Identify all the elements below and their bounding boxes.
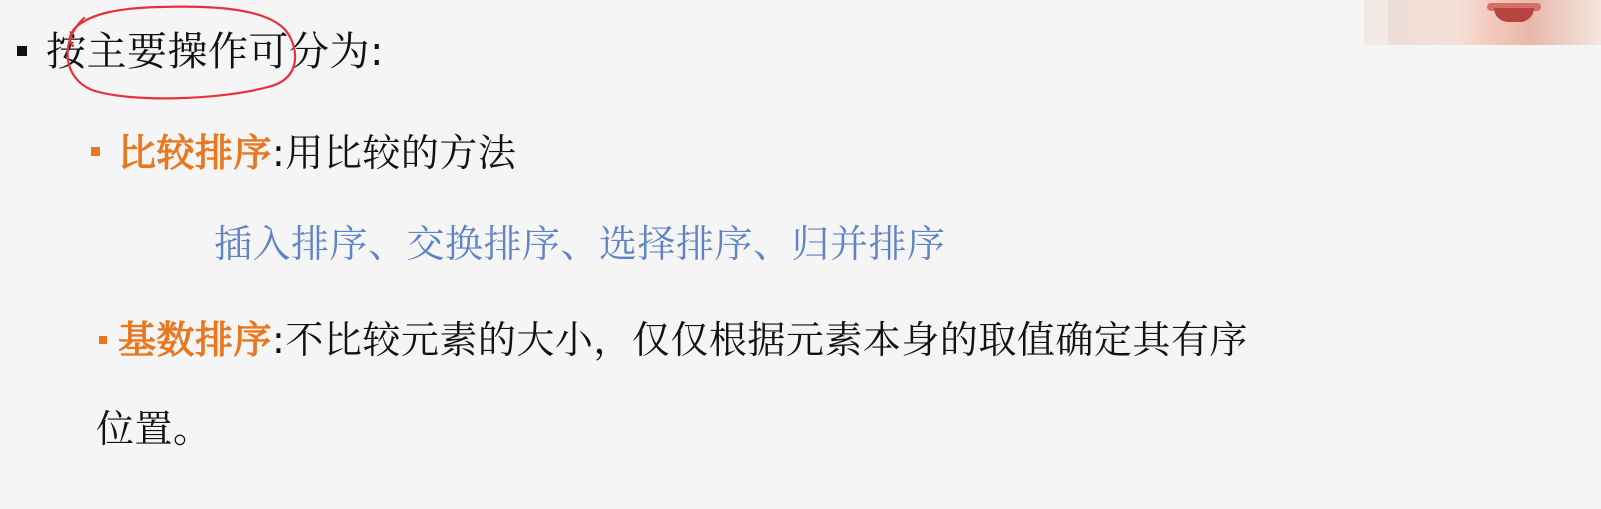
radix-bullet <box>99 336 107 344</box>
heading-bullet <box>17 46 27 56</box>
main-heading: 按主要操作可分为: <box>46 29 384 75</box>
comparison-bullet <box>91 147 100 156</box>
comparison-line <box>118 131 517 175</box>
webcam-thumbnail <box>1364 0 1601 45</box>
comparison-description: :用比较的方法 <box>272 131 517 175</box>
comparison-label: 比较排序 <box>118 131 273 175</box>
radix-description: :不比较元素的大小，仅仅根据元素本身的取值确定其有序 <box>272 318 1248 362</box>
webcam-frame-highlight <box>1364 0 1388 45</box>
radix-continuation: 位置。 <box>96 407 212 451</box>
radix-line <box>118 318 1248 362</box>
radix-label: 基数排序 <box>118 318 273 362</box>
comparison-methods: 插入排序、交换排序、选择排序、归并排序 <box>214 222 946 266</box>
webcam-mouth <box>1494 8 1534 22</box>
